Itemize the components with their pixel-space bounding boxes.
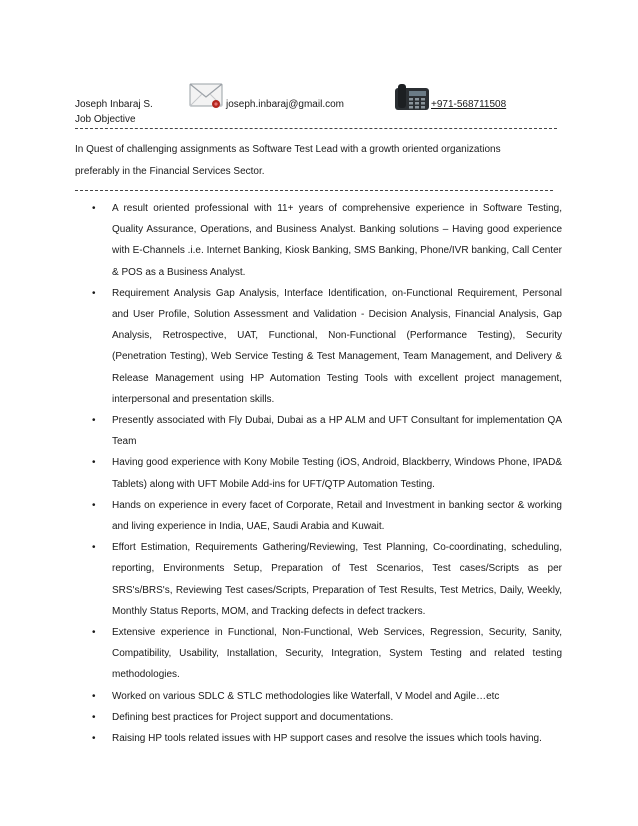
- list-item: • Requirement Analysis Gap Analysis, Interface Identification, on-Functional Requirement, Personal and User Profile, Solution Assessment and Validation - Decision Analysis, Financial Analysis, Gap Analysis, Retrospective, UAT, Functional, Non-Functional (Performance Testing), Security (Penetration Testing), Web Service Testing & Test Management, Team Management, and Delivery & Release Management using HP Automation Testing Tools with excellent project management, interpersonal and presentation skills.: [92, 283, 562, 410]
- objective-heading: Job Objective: [75, 114, 136, 125]
- bullet-icon: •: [92, 690, 96, 702]
- envelope-icon: [188, 80, 226, 110]
- phone-number[interactable]: +971-568711508: [431, 99, 507, 110]
- candidate-name: Joseph Inbaraj S.: [75, 99, 153, 110]
- bullet-icon: •: [92, 733, 96, 745]
- bullet-icon: •: [92, 287, 96, 299]
- divider-bottom: [75, 190, 553, 191]
- bullet-icon: •: [92, 499, 96, 511]
- email-address[interactable]: joseph.inbaraj@gmail.com: [226, 99, 344, 110]
- bullet-icon: •: [92, 627, 96, 639]
- list-item: • Effort Estimation, Requirements Gathering/Reviewing, Test Planning, Co-coordinating, scheduling, reporting, Environments Setup, Preparation of Test Scenarios, Test cases/Scripts as per SRS's/BRS's, Reviewing Test cases/Scripts, Preparation of Test Results, Test Metrics, Daily, Weekly, Monthly Status Reports, MOM, and Tracking defects in defect trackers.: [92, 537, 562, 622]
- list-item: • Defining best practices for Project support and documentations.: [92, 707, 562, 728]
- experience-list: [92, 198, 562, 749]
- list-item: • Hands on experience in every facet of Corporate, Retail and Investment in banking sector & working and living experience in India, UAE, Saudi Arabia and Kuwait.: [92, 495, 562, 537]
- bullet-icon: •: [92, 203, 96, 214]
- bullet-icon: •: [92, 711, 96, 723]
- telephone-icon: [393, 82, 431, 112]
- list-item: • A result oriented professional with 11+ years of comprehensive experience in Software Testing, Quality Assurance, Operations, and Business Analyst. Banking solutions – Having good experience with E-Channels .i.e. Internet Banking, Kiosk Banking, SMS Banking, Phone/IVR banking, Call Center & POS as a Business Analyst.: [92, 198, 562, 283]
- objective-text: In Quest of challenging assignments as Software Test Lead with a growth oriented organizations preferably in the Financial Services Sector.: [75, 144, 501, 177]
- bullet-icon: •: [92, 457, 96, 469]
- bullet-icon: •: [92, 542, 96, 554]
- divider-top: [75, 128, 557, 129]
- bullet-icon: •: [92, 415, 96, 427]
- list-item: • Presently associated with Fly Dubai, Dubai as a HP ALM and UFT Consultant for implementation QA Team: [92, 410, 562, 452]
- list-item: • Extensive experience in Functional, Non-Functional, Web Services, Regression, Security, Sanity, Compatibility, Usability, Installation, Security, Integration, System Testing and related testing methodologies.: [92, 622, 562, 686]
- list-item: • Worked on various SDLC & STLC methodologies like Waterfall, V Model and Agile…etc: [92, 686, 562, 707]
- list-item: • Raising HP tools related issues with HP support cases and resolve the issues which tools having.: [92, 728, 562, 749]
- list-item: • Having good experience with Kony Mobile Testing (iOS, Android, Blackberry, Windows Phone, IPAD& Tablets) along with UFT Mobile Add-ins for UFT/QTP Automation Testing.: [92, 452, 562, 494]
